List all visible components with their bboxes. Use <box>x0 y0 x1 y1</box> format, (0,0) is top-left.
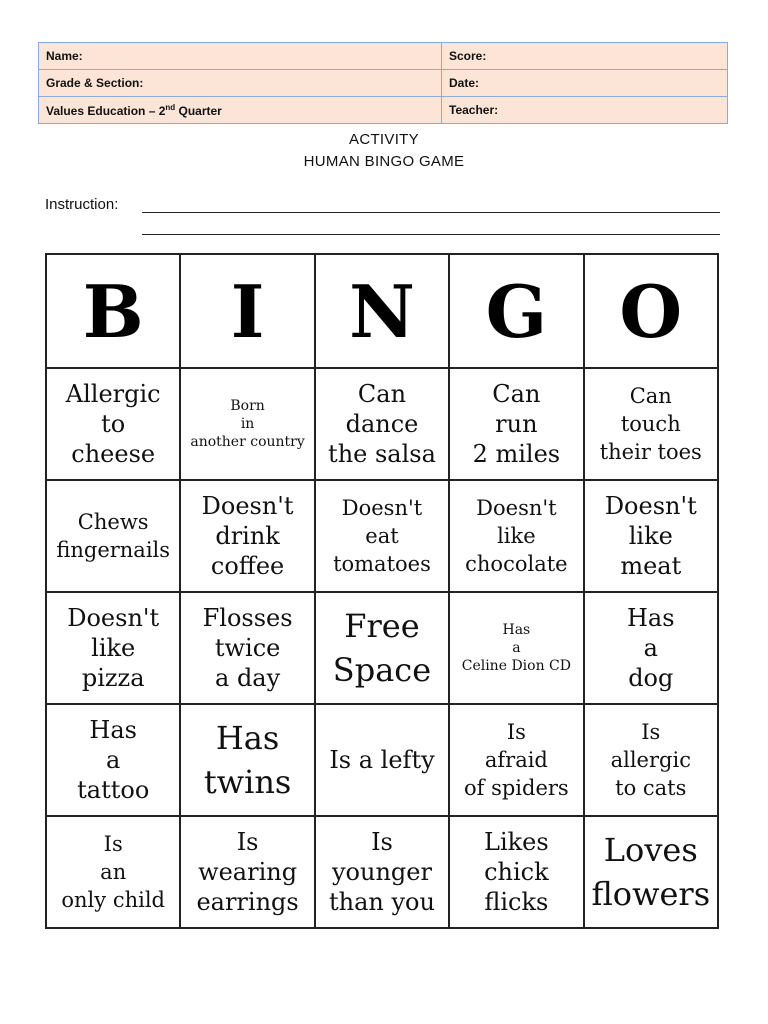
bingo-square[interactable] <box>449 368 583 480</box>
bingo-square-text: Is an only child <box>61 832 165 912</box>
bingo-row <box>46 704 718 816</box>
bingo-square[interactable] <box>584 592 718 704</box>
bingo-square-text: Loves flowers <box>591 831 711 913</box>
name-label: Name: <box>46 49 83 63</box>
bingo-square[interactable] <box>584 704 718 816</box>
bingo-square-text: Can run 2 miles <box>472 380 561 468</box>
bingo-square-text: Is afraid of spiders <box>464 720 569 800</box>
bingo-square-text: Doesn't like chocolate <box>465 496 568 576</box>
subject-ordinal: nd <box>165 102 176 112</box>
bingo-square-text: Chews fingernails <box>56 510 171 562</box>
info-row-name <box>39 43 728 70</box>
teacher-field[interactable] <box>442 97 728 124</box>
bingo-square[interactable] <box>584 816 718 928</box>
info-row-grade <box>39 70 728 97</box>
score-label: Score: <box>449 49 487 63</box>
instruction-line-2[interactable] <box>142 234 720 235</box>
bingo-square-text: Is wearing earrings <box>196 828 299 916</box>
grade-section-field[interactable] <box>39 70 442 97</box>
bingo-square[interactable] <box>315 592 449 704</box>
subject-label <box>46 104 222 118</box>
bingo-square[interactable] <box>584 368 718 480</box>
bingo-letter-g: G <box>449 254 583 368</box>
bingo-row <box>46 368 718 480</box>
subject-suffix: Quarter <box>175 103 222 118</box>
bingo-letter-i: I <box>180 254 314 368</box>
score-field[interactable] <box>442 43 728 70</box>
bingo-square-text: Doesn't like meat <box>604 492 697 580</box>
teacher-label: Teacher: <box>449 103 499 117</box>
bingo-square-text: Doesn't eat tomatoes <box>333 496 431 576</box>
bingo-square[interactable] <box>180 480 314 592</box>
bingo-square[interactable] <box>449 816 583 928</box>
activity-subtitle: HUMAN BINGO GAME <box>303 153 465 170</box>
bingo-square[interactable] <box>315 480 449 592</box>
subject-field <box>39 97 442 124</box>
activity-titles <box>0 129 768 173</box>
bingo-row <box>46 480 718 592</box>
bingo-square[interactable] <box>46 816 180 928</box>
bingo-square[interactable] <box>46 704 180 816</box>
bingo-square[interactable] <box>180 368 314 480</box>
grade-section-label: Grade & Section: <box>46 76 144 90</box>
bingo-square-text: Doesn't like pizza <box>67 604 160 692</box>
bingo-square[interactable] <box>46 592 180 704</box>
student-info-table <box>38 42 728 124</box>
bingo-square[interactable] <box>180 816 314 928</box>
bingo-square[interactable] <box>449 480 583 592</box>
bingo-square-text: Can dance the salsa <box>328 380 436 468</box>
bingo-square-text: Born in another country <box>190 398 305 450</box>
activity-title: ACTIVITY <box>349 131 419 148</box>
bingo-row <box>46 592 718 704</box>
bingo-square[interactable] <box>180 704 314 816</box>
bingo-header-row <box>46 254 718 368</box>
bingo-grid <box>46 368 718 928</box>
info-row-subject <box>39 97 728 124</box>
bingo-square-text: Flosses twice a day <box>202 604 293 692</box>
bingo-square[interactable] <box>315 816 449 928</box>
bingo-square-text: Has a Celine Dion CD <box>461 622 571 674</box>
instruction-line-1[interactable] <box>142 212 720 213</box>
bingo-row <box>46 816 718 928</box>
bingo-square-text: Free Space <box>332 607 432 689</box>
bingo-square[interactable] <box>449 592 583 704</box>
bingo-letter-o: O <box>584 254 718 368</box>
bingo-square[interactable] <box>46 368 180 480</box>
date-label: Date: <box>449 76 480 90</box>
bingo-square[interactable] <box>46 480 180 592</box>
bingo-square-text: Has a tattoo <box>77 716 150 804</box>
bingo-square-text: Has a dog <box>627 604 675 692</box>
bingo-letter-n: N <box>315 254 449 368</box>
bingo-square-text: Is a lefty <box>329 746 435 774</box>
bingo-square[interactable] <box>584 480 718 592</box>
bingo-square[interactable] <box>315 704 449 816</box>
name-field[interactable] <box>39 43 442 70</box>
bingo-card <box>45 253 719 929</box>
bingo-square[interactable] <box>180 592 314 704</box>
date-field[interactable] <box>442 70 728 97</box>
bingo-square-text: Is allergic to cats <box>610 720 691 800</box>
bingo-square-text: Can touch their toes <box>599 384 702 464</box>
bingo-letter-b: B <box>46 254 180 368</box>
bingo-square-text: Doesn't drink coffee <box>201 492 294 580</box>
bingo-square-text: Has twins <box>203 719 292 801</box>
subject-prefix: Values Education – 2 <box>46 103 166 118</box>
bingo-square[interactable] <box>315 368 449 480</box>
bingo-square-text: Likes chick flicks <box>484 828 549 916</box>
bingo-square-text: Allergic to cheese <box>65 380 161 468</box>
bingo-square[interactable] <box>449 704 583 816</box>
instruction-label: Instruction: <box>45 196 119 213</box>
bingo-square-text: Is younger than you <box>328 828 435 916</box>
